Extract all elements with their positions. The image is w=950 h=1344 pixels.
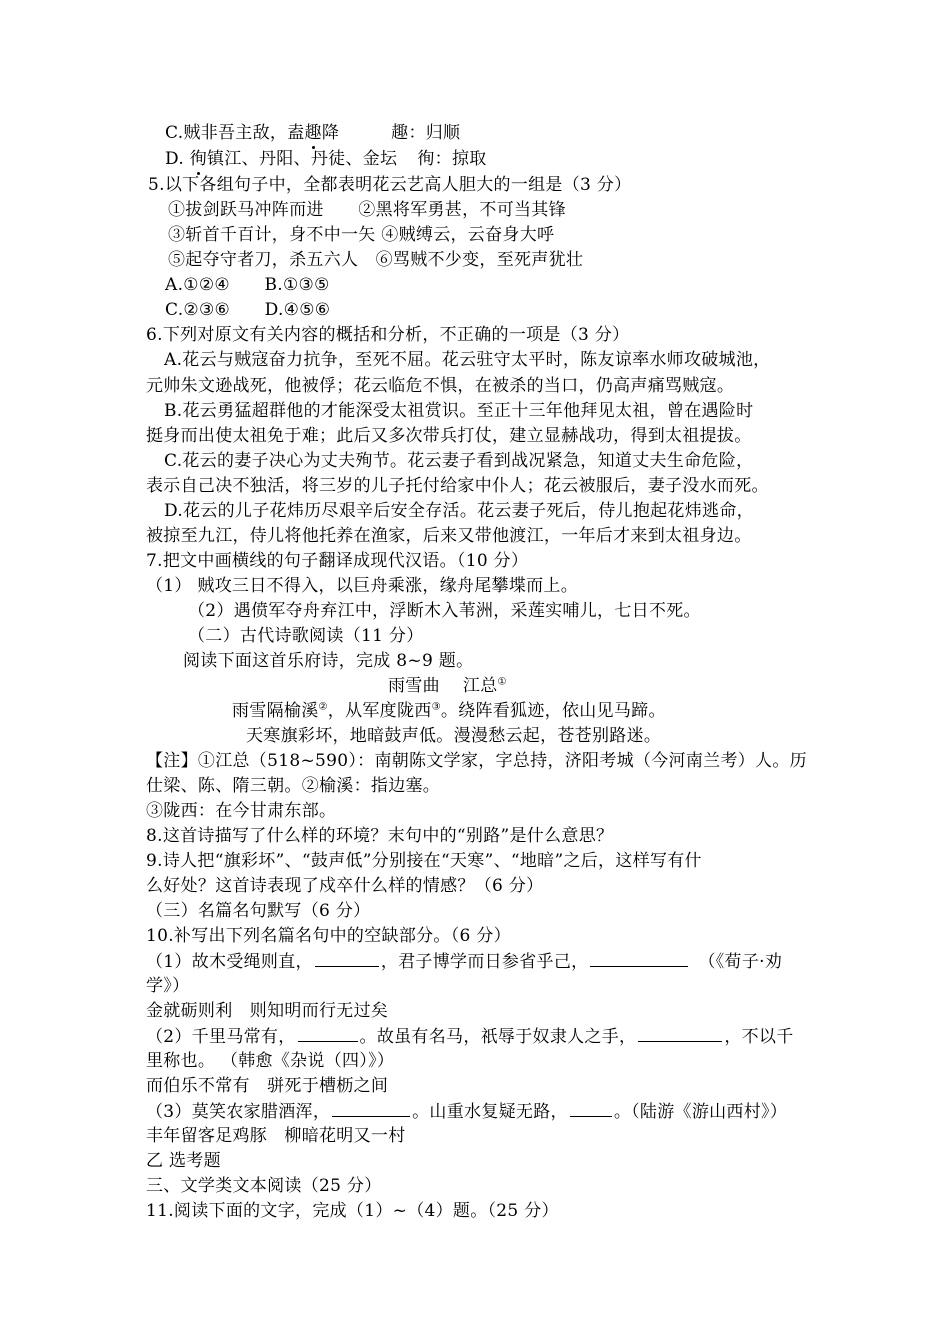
q6-d-line-1: D.花云的儿子花炜历尽艰辛后安全存活。花云妻子死后，侍儿抱起花炜逃命，	[164, 501, 754, 521]
q4-option-c-text: C.贼非吾主敌，盍趣降	[165, 123, 340, 143]
q10-p2-text-b: 。故虽有名马，祇辱于奴隶人之手，	[359, 1027, 637, 1047]
q4-option-d-text: D. 徇镇江、丹阳、丹徒、金坛	[165, 149, 398, 169]
q10-p3-text-a: （3）莫笑农家腊酒浑，	[146, 1102, 331, 1122]
poem-title-note-mark: ①	[497, 676, 507, 688]
q10-p3-text-b: 。山重水复疑无路，	[412, 1102, 568, 1122]
q6-d-line-2: 被掠至九江，侍儿将他托养在渔家，后来又带他渡江，一年后才来到太祖身边。	[146, 526, 752, 546]
q10-p1-text-c: （《荀子·劝	[698, 952, 783, 972]
q6-stem: 6.下列对原文有关内容的概括和分析，不正确的一项是（3 分）	[146, 325, 630, 345]
q5-row-3: ⑤起夺守者刀，杀五六人 ⑥骂贼不少变，至死声犹壮	[168, 250, 584, 270]
q11-stem: 11.阅读下面的文字，完成（1）~（4）题。（25 分）	[146, 1201, 559, 1221]
poem-note-3: ③陇西：在今甘肃东部。	[146, 801, 337, 821]
q10-p3-text-c: 。（陆游《游山西村》）	[613, 1102, 788, 1122]
q5-stem: 5.以下各组句子中，全都表明花云艺高人胆大的一组是（3 分）	[148, 175, 632, 195]
q10-part-2	[146, 1023, 812, 1049]
q7-stem: 7.把文中画横线的句子翻译成现代汉语。（10 分）	[146, 551, 529, 571]
q4-option-d-note: 徇：掠取	[417, 149, 487, 169]
q10-answer-2: 而伯乐不常有 骈死于槽枥之间	[146, 1076, 389, 1096]
poem-line-1-b: ，从军度陇西	[327, 701, 432, 721]
q5-options-cd: C.②③⑥ D.④⑤⑥	[165, 300, 331, 320]
q10-p2-blank-1[interactable]	[298, 1023, 358, 1042]
q5-options-ab: A.①②④ B.①③⑤	[165, 275, 330, 295]
q10-p2-blank-2[interactable]	[638, 1023, 722, 1042]
q7-sentence-2: （2）遇偾军夺舟弃江中，浮断木入苇洲，采莲实哺儿，七日不死。	[188, 601, 701, 621]
q10-part-2-cont: 里称也。 （韩愈《杂说（四）》）	[146, 1051, 395, 1071]
q7-sentence-1: （1） 贼攻三日不得入，以巨舟乘涨，缘舟尾攀堞而上。	[146, 576, 579, 596]
q10-p1-text-b: ，君子博学而日参省乎己，	[380, 952, 589, 972]
q10-p1-blank-2[interactable]	[590, 948, 688, 967]
poem-line-1	[232, 698, 898, 724]
q4-option-c	[165, 120, 831, 146]
q9-line-1: 9.诗人把“旗彩坏”、“鼓声低”分别接在“天寒”、“地暗”之后，这样写有什	[146, 851, 702, 871]
q4-option-c-note: 趣：归顺	[391, 123, 461, 143]
poem-title	[388, 673, 950, 699]
q10-answer-3: 丰年留客足鸡豚 柳暗花明又一村	[146, 1126, 406, 1146]
poem-note-2: 仕梁、陈、隋三朝。②榆溪：指边塞。	[146, 776, 441, 796]
section-dictation-heading: （三）名篇名句默写（6 分）	[146, 901, 371, 921]
q4-option-d	[165, 146, 831, 172]
q10-part-3	[146, 1098, 812, 1124]
q5-row-1: ①拔剑跃马冲阵而进 ②黑将军勇甚，不可当其锋	[168, 200, 566, 220]
q8-stem: 8.这首诗描写了什么样的环境？末句中的“别路”是什么意思？	[146, 826, 614, 846]
q6-b-line-2: 挺身而出使太祖免于难；此后又多次带兵打仗，建立显赫战功，得到太祖提拔。	[146, 426, 752, 446]
q5-row-2: ③斩首千百计，身不中一矢 ④贼缚云，云奋身大呼	[168, 225, 555, 245]
poem-line-2: 天寒旗彩坏，地暗鼓声低。漫漫愁云起，苍苍别路迷。	[246, 726, 662, 746]
poem-line-1-a: 雨雪隔榆溪	[232, 701, 319, 721]
q10-p3-blank-2[interactable]	[570, 1098, 612, 1117]
poetry-intro: 阅读下面这首乐府诗，完成 8~9 题。	[183, 651, 474, 671]
q10-p3-blank-1[interactable]	[332, 1098, 410, 1117]
q10-p1-blank-1[interactable]	[315, 948, 379, 967]
part-3-heading: 三、文学类文本阅读（25 分）	[146, 1176, 382, 1196]
poem-note-1: 【注】①江总（518~590）：南朝陈文学家，字总持，济阳考城（今河南兰考）人。历	[146, 751, 807, 771]
q10-p2-text-c: ，不以千	[724, 1027, 794, 1047]
q6-a-line-2: 元帅朱文逊战死，他被俘；花云临危不惧，在被杀的当口，仍高声痛骂贼寇。	[146, 376, 735, 396]
q10-stem: 10.补写出下列名篇名句中的空缺部分。（6 分）	[146, 926, 511, 946]
q6-c-line-1: C.花云的妻子决心为丈夫殉节。花云妻子看到战况紧急，知道丈夫生命危险，	[164, 451, 754, 471]
q10-part-1	[146, 948, 812, 974]
q9-line-2: 么好处？这首诗表现了戍卒什么样的情感？（6 分）	[146, 876, 544, 896]
q10-part-1-cont: 学》）	[146, 976, 190, 996]
q10-answer-1: 金就砺则利 则知明而行无过矣	[146, 1001, 389, 1021]
poem-line-1-note-a: ②	[318, 701, 328, 713]
q6-c-line-2: 表示自己决不独活，将三岁的儿子托付给家中仆人；花云被服后，妻子没水而死。	[146, 476, 769, 496]
section-poetry-heading: （二）古代诗歌阅读（11 分）	[188, 626, 424, 646]
q6-a-line-1: A.花云与贼寇奋力抗争，至死不屈。花云驻守太平时，陈友谅率水师攻破城池，	[164, 350, 771, 370]
part-b-heading: 乙 选考题	[146, 1151, 221, 1171]
poem-line-1-note-b: ③	[431, 701, 441, 713]
q10-p1-text-a: （1）故木受绳则直，	[146, 952, 313, 972]
q10-p2-text-a: （2）千里马常有，	[146, 1027, 296, 1047]
poem-line-1-c: 。绕阵看狐迹，依山见马蹄。	[440, 701, 666, 721]
q6-b-line-1: B.花云勇猛超群他的才能深受太祖赏识。至正十三年他拜见太祖，曾在遇险时	[164, 401, 754, 421]
poem-title-text: 雨雪曲 江总	[388, 676, 498, 696]
